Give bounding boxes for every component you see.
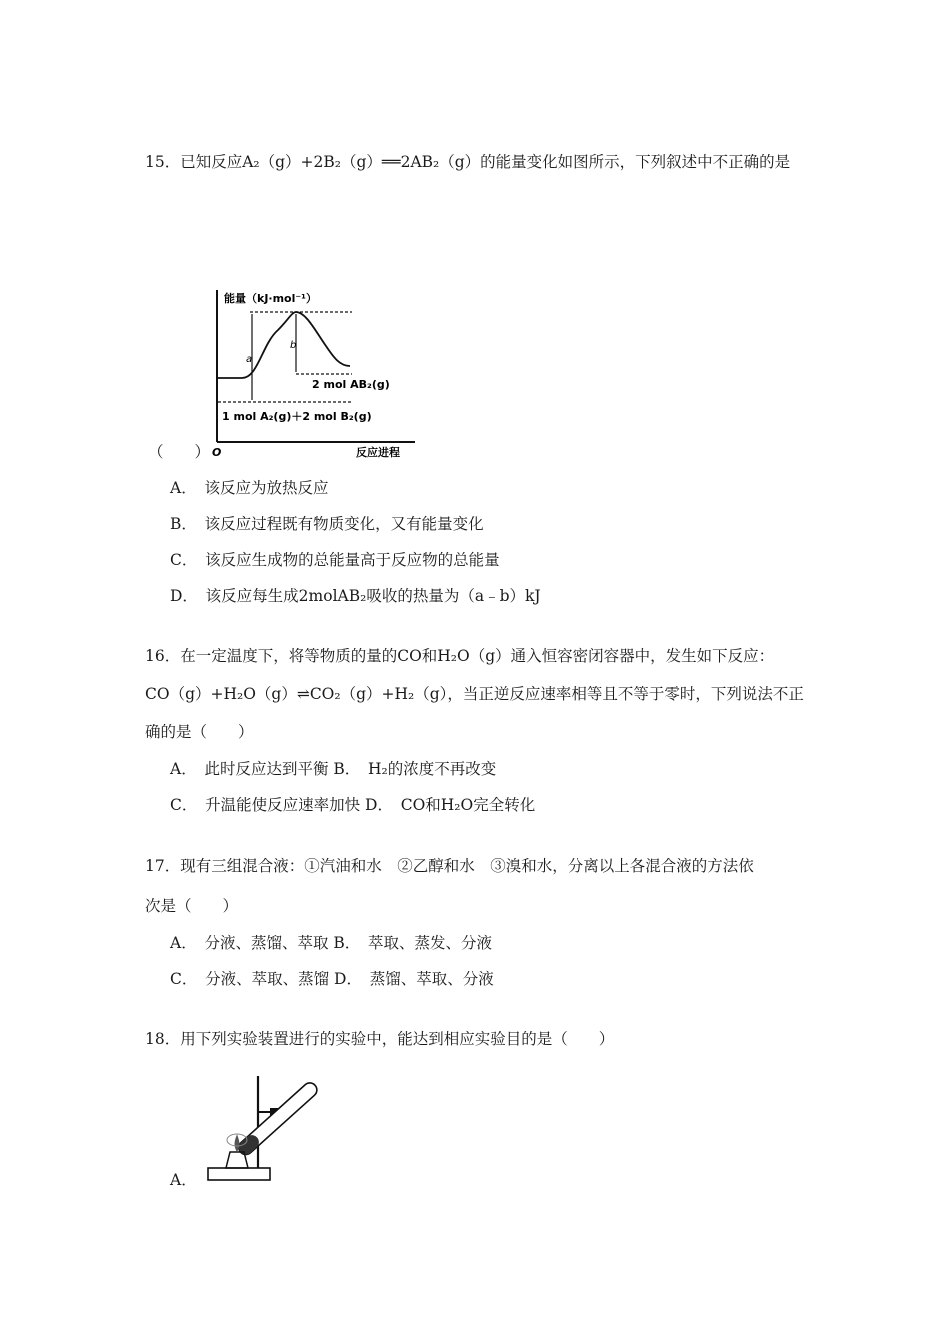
origin-label: O — [212, 446, 222, 459]
q16-options-row1: A． 此时反应达到平衡 B． H₂的浓度不再改变 — [170, 760, 497, 778]
q17-options-row2: C． 分液、萃取、蒸馏 D． 蒸馏、萃取、分液 — [170, 970, 494, 988]
q16-stem-3: 确的是（ ） — [145, 723, 254, 741]
q18-option-a: A． — [170, 1171, 197, 1189]
energy-diagram — [190, 282, 430, 462]
q15-option-a: A． 该反应为放热反应 — [170, 479, 329, 497]
q18-stem: 18．用下列实验装置进行的实验中，能达到相应实验目的是（ ） — [145, 1030, 615, 1048]
alcohol-lamp — [226, 1152, 248, 1168]
q15-option-b: B． 该反应过程既有物质变化，又有能量变化 — [170, 515, 484, 533]
q16-stem-2: CO（g）+H₂O（g）⇌CO₂（g）+H₂（g），当正逆反应速率相等且不等于零时，下列说法不正 — [145, 685, 804, 703]
q15-option-d: D． 该反应每生成2molAB₂吸收的热量为（a﹣b）kJ — [170, 587, 541, 605]
q16-options-row2: C． 升温能使反应速率加快 D． CO和H₂O完全转化 — [170, 796, 536, 814]
x-axis-label: 反应进程 — [356, 446, 400, 459]
label-b: b — [290, 340, 297, 351]
y-axis-label: 能量（kJ·mol⁻¹） — [224, 292, 318, 305]
q15-paren: （ ） — [148, 443, 211, 461]
q17-stem-1: 17．现有三组混合液：①汽油和水 ②乙醇和水 ③溴和水，分离以上各混合液的方法依 — [145, 857, 754, 875]
stand-base — [208, 1168, 270, 1180]
apparatus-illustration — [200, 1060, 340, 1190]
label-a: a — [246, 354, 253, 365]
q15-option-c: C． 该反应生成物的总能量高于反应物的总能量 — [170, 551, 500, 569]
energy-curve — [218, 312, 350, 378]
reactants-label: 1 mol A₂(g)＋2 mol B₂(g) — [222, 410, 372, 423]
q15-stem: 15．已知反应A₂（g）+2B₂（g）══2AB₂（g）的能量变化如图所示，下列叙述中不正确的是 — [145, 153, 791, 171]
test-tube — [236, 1080, 320, 1157]
q17-options-row1: A． 分液、蒸馏、萃取 B． 萃取、蒸发、分液 — [170, 934, 493, 952]
q17-stem-2: 次是（ ） — [145, 897, 239, 915]
q16-stem-1: 16．在一定温度下，将等物质的量的CO和H₂O（g）通入恒容密闭容器中，发生如下反应： — [145, 647, 775, 665]
products-label: 2 mol AB₂(g) — [312, 378, 390, 391]
